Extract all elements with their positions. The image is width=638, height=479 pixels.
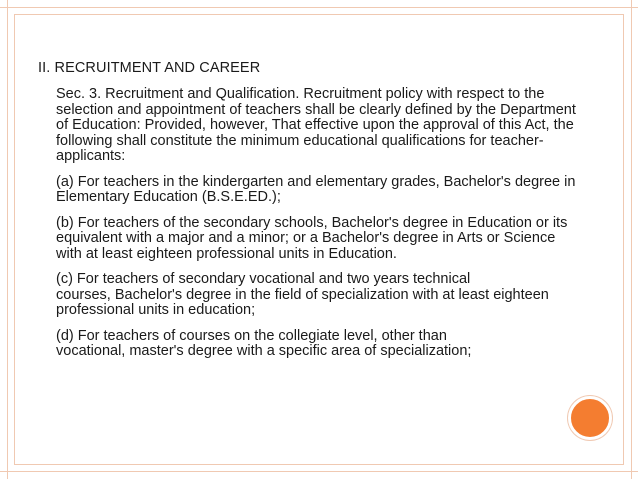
frame-line-top: [0, 7, 638, 8]
decorative-circle-icon: [568, 396, 612, 440]
paragraph-c: (c) For teachers of secondary vocational and two years technical courses, Bachelor's degree in the field of specialization with at least eighteen professional units in education;: [56, 271, 549, 318]
paragraph-a: (a) For teachers in the kindergarten and elementary grades, Bachelor's degree in Elementary Education (B.S.E.ED.);: [56, 173, 576, 205]
paragraph-d: (d) For teachers of courses on the collegiate level, other than vocational, master's degree with a specific area of specialization;: [56, 327, 472, 359]
paragraph-sec3: Sec. 3. Recruitment and Qualification. Recruitment policy with respect to the selection and appointment of teachers shall be clearly defined by the Department of Education: Provided, however, That effective upon the approval of this Act, the following shall constitute the minimum educational qualifications for teacher- applicants:: [56, 86, 576, 164]
paragraph-b: (b) For teachers of the secondary schools, Bachelor's degree in Education or its equivalent with a major and a minor; or a Bachelor's degree in Arts or Science with at least eighteen professional units in Education.: [56, 214, 568, 262]
slide-content: [38, 60, 608, 370]
frame-line-right: [631, 0, 632, 479]
frame-line-bottom: [0, 471, 638, 472]
section-heading: II. RECRUITMENT AND CAREER: [38, 60, 261, 76]
frame-line-left: [7, 0, 8, 479]
